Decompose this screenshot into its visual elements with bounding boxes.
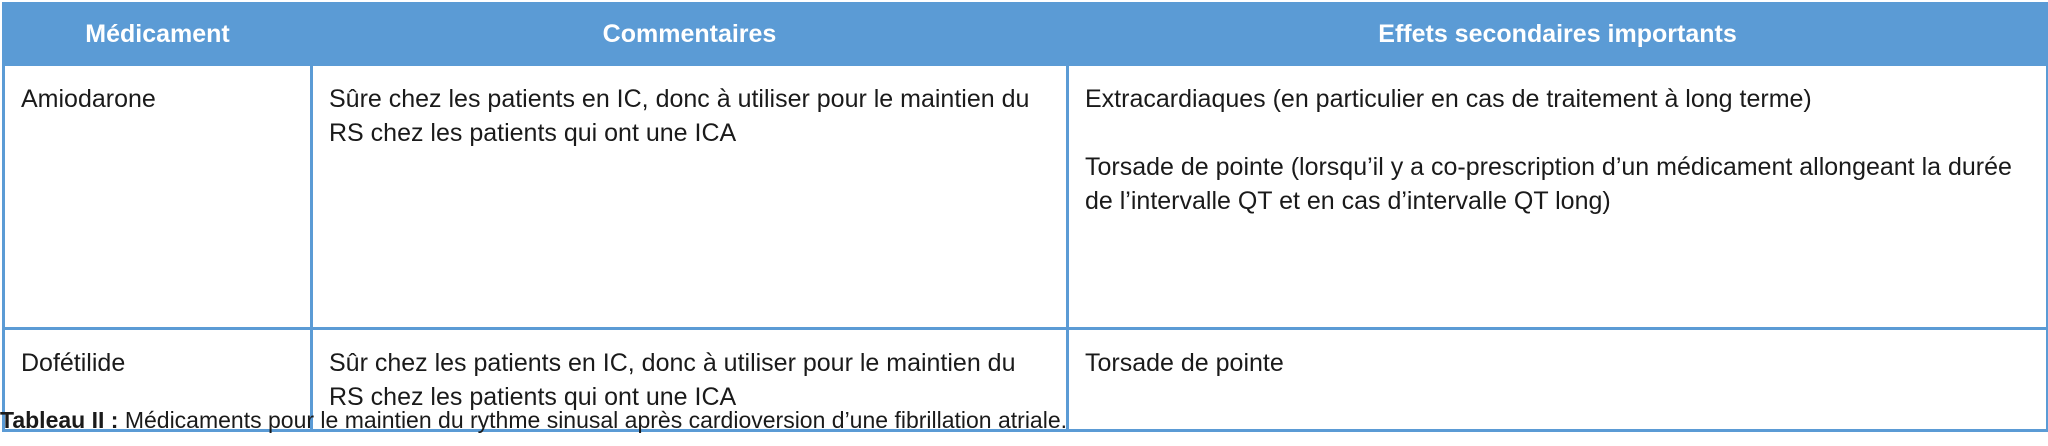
caption-label: Tableau II : [0,407,119,433]
comment-cell: Sûr chez les patients en IC, donc à utiliser pour le maintien du RS chez les patients qui ont une ICA [312,329,1068,431]
table-header-row [4,4,2048,65]
header-commentaires: Commentaires [312,4,1068,65]
table-caption [0,405,1067,435]
drug-name-cell: Dofétilide [4,329,312,431]
drug-name-cell: Amiodarone [4,65,312,329]
effect-paragraph: Extracardiaques (en particulier en cas de traitement à long terme) [1085,85,1812,113]
effects-cell [1068,329,2048,431]
header-medicament: Médicament [4,4,312,65]
comment-cell: Sûre chez les patients en IC, donc à utiliser pour le maintien du RS chez les patients qui ont une ICA [312,65,1068,329]
effect-paragraph: Torsade de pointe [1085,349,1284,377]
effect-paragraph: Torsade de pointe (lorsqu’il y a co-prescription d’un médicament allongeant la durée de l’intervalle QT et en cas d’intervalle QT long) [1085,153,2012,215]
drug-table [2,2,2048,432]
caption-text: Médicaments pour le maintien du rythme sinusal après cardioversion d’une fibrillation atriale. [118,407,1068,433]
drug-table-container [2,2,2046,432]
table-row [4,65,2048,329]
header-effets-secondaires: Effets secondaires importants [1068,4,2048,65]
effects-cell [1068,65,2048,329]
